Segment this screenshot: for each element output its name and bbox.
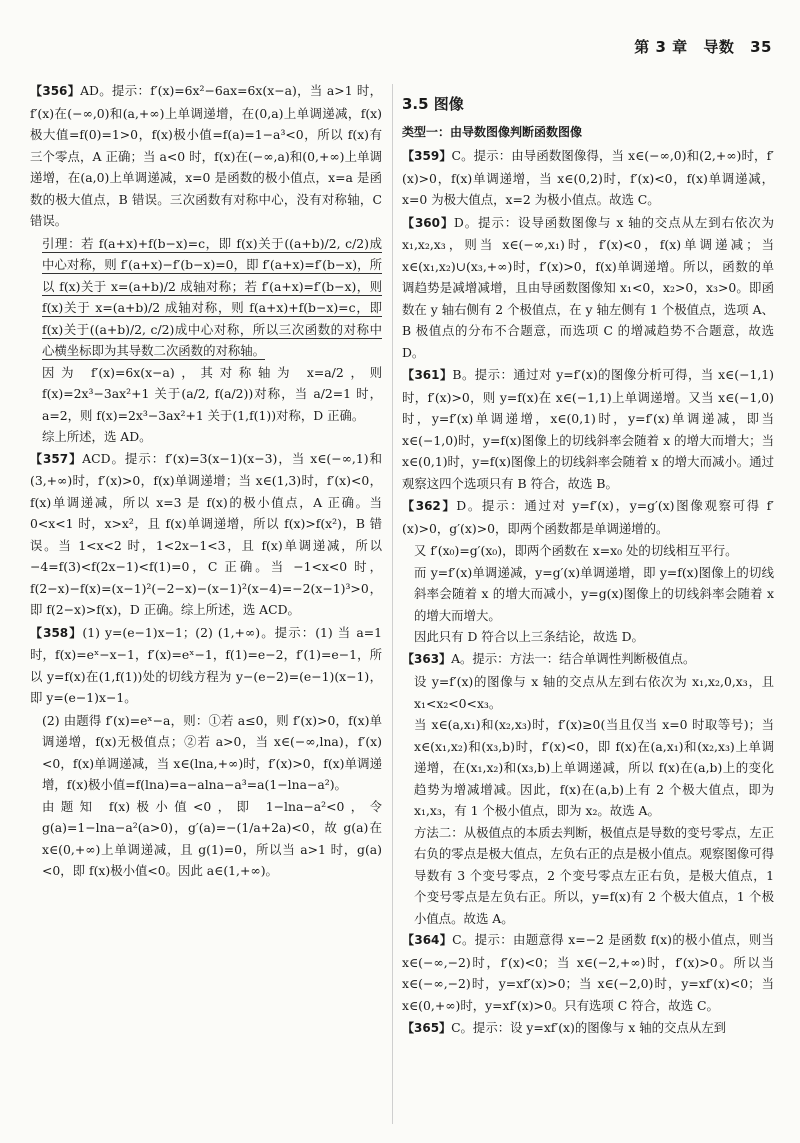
answer-text: A。提示：方法一：结合单调性判断极值点。 bbox=[451, 650, 696, 666]
answer-number: 【365】 bbox=[402, 1021, 452, 1035]
answer-number: 【362】 bbox=[402, 499, 457, 513]
answer-356 bbox=[30, 80, 382, 232]
answer-number: 【363】 bbox=[402, 651, 452, 666]
answer-paragraph: 由题知 f(x)极小值<0，即 1−lna−a²<0，令 g(a)=1−lna−a²(a>0)，g′(a)=−(1/a+2a)<0，故 g(a)在 x∈(0,+∞)上单调递减，且 g(1)=0，所以当 a>1 时，g(a)<0，即 f(x)极小值<0。因此 a∈(1,+∞)。 bbox=[42, 798, 382, 878]
section-title: 3.5 图像 bbox=[402, 95, 464, 113]
section-subtitle: 类型一：由导数图像判断函数图像 bbox=[402, 124, 583, 139]
answer-number: 【360】 bbox=[402, 215, 454, 230]
lemma-underlined: 引理：若 f(a+x)+f(b−x)=c，即 f(x)关于((a+b)/2, c/2)成中心对称，则 f′(a+x)−f′(b−x)=0，即 f′(a+x)=f′(b−x)，所以 f(x)关于 x=(a+b)/2 成轴对称；若 f′(a+x)=f′(b−x)，则 f(x)关于 x=(a+b)/2 成轴对称，则 f(a+x)+f(b−x)=c，即 f(x)关于((a+b)/2, c/2)成中心对称，所以三次函数的对称中心横坐标即为其导数二次函数的对称轴。 bbox=[42, 235, 382, 358]
answer-number: 【361】 bbox=[402, 368, 453, 382]
answer-paragraph: 因为 f′(x)=6x(x−a)，其对称轴为 x=a/2，则 f(x)=2x³−3ax²+1 关于(a/2, f(a/2))对称，当 a/2=1 时，a=2，则 f(x)=2x³−3ax²+1 关于(1,f(1))对称，D 正确。 bbox=[42, 364, 382, 423]
answer-paragraph: 设 y=f′(x)的图像与 x 轴的交点从左到右依次为 x₁,x₂,0,x₃，且 x₁<x₂<0<x₃。 bbox=[414, 674, 774, 711]
answer-text: B。提示：通过对 y=f′(x)的图像分析可得，当 x∈(−1,1)时，f′(x)>0，则 y=f(x)在 x∈(−1,1)上单调递增。又当 x∈(−1,0)时，y=f′(x)单调递增，x∈(0,1)时，y=f′(x)单调递减，即当 x∈(−1,0)时，y=f(x)图像上的切线斜率会随着 x 的增大而增大；当 x∈(0,1)时，y=f(x)图像上的切线斜率会随着 x 的增大而减小。通过观察这四个选项只有 B 符合，故选 B。 bbox=[402, 367, 774, 491]
answer-text: (1) y=(e−1)x−1；(2) (1,+∞)。提示：(1) 当 a=1 时，f(x)=eˣ−x−1，f′(x)=eˣ−1，f(1)=e−2，f′(1)=e−1，所以 y=f(x)在(1,f(1))处的切线方程为 y−(e−2)=(e−1)(x−1)，即 y=(e−1)x−1。 bbox=[30, 624, 382, 705]
answer-text: AD。提示：f′(x)=6x²−6ax=6x(x−a)，当 a>1 时，f′(x)在(−∞,0)和(a,+∞)上单调递增，在(0,a)上单调递减，f(x)极大值=f(0)=1>0，f(x)极小值=f(a)=1−a³<0，所以 f(x)有三个零点，A 正确；当 a<0 时，f(x)在(−∞,a)和(0,+∞)上单调递增，在(a,0)上单调递减，x=0 是函数的极小值点，x=a 是函数的极大值点，B 错误。三次函数有对称中心，没有对称轴，C 错误。 bbox=[30, 83, 382, 228]
answer-359 bbox=[402, 145, 774, 211]
answer-conclusion: 综上所述，选 AD。 bbox=[42, 429, 152, 444]
answer-number: 【356】 bbox=[30, 84, 81, 98]
lemma-text bbox=[30, 233, 382, 362]
answer-text: C。提示：由题意得 x=−2 是函数 f(x)的极小值点，则当 x∈(−∞,−2)时，f′(x)<0；当 x∈(−2,+∞)时，f′(x)>0。所以当 x∈(−∞,−2)时，y=xf′(x)>0；当 x∈(−2,0)时，y=xf′(x)<0；当 x∈(0,+∞)时，y=xf′(x)>0。只有选项 C 符合，故选 C。 bbox=[402, 932, 774, 1013]
answer-363 bbox=[402, 648, 774, 671]
answer-362 bbox=[402, 495, 774, 539]
answer-number: 【359】 bbox=[402, 149, 452, 163]
answer-357 bbox=[30, 448, 382, 621]
answer-number: 【357】 bbox=[30, 451, 83, 466]
chapter-title: 导数 bbox=[703, 38, 735, 56]
answer-text: C。提示：由导函数图像得，当 x∈(−∞,0)和(2,+∞)时，f′(x)>0，f(x)单调递增，当 x∈(0,2)时，f′(x)<0，f(x)单调递减，x=0 为极大值点，x=2 为极小值点。故选 C。 bbox=[402, 148, 774, 207]
page-number: 35 bbox=[750, 38, 772, 56]
answer-364 bbox=[402, 929, 774, 1016]
answer-paragraph: 方法二：从极值点的本质去判断，极值点是导数的变号零点，左正右负的零点是极大值点，左负右正的点是极小值点。观察图像可得导数有 3 个变号零点，2 个变号零点左正右负，是极大值点，1 个变号零点是左负右正。所以，y=f(x)有 2 个极大值点，1 个极小值点。故选 A。 bbox=[414, 824, 774, 926]
answer-365 bbox=[402, 1017, 774, 1040]
page-header bbox=[624, 36, 772, 57]
chapter-label: 第 3 章 bbox=[634, 38, 688, 56]
answer-text: D。提示：设导函数图像与 x 轴的交点从左到右依次为 x₁,x₂,x₃，则当 x∈(−∞,x₁)时，f′(x)<0，f(x)单调递减；当 x∈(x₁,x₂)∪(x₃,+∞)时，f′(x)>0，f(x)单调递增。所以，函数的单调趋势是减增减增，且由导函数图像知 x₁<0，x₂>0，x₃>0。即函数在 y 轴右侧有 2 个极值点，在 y 轴左侧有 1 个极值点，选项 A、B 极值点的分布不合题意，而选项 C 的增减趋势不合题意，故选 D。 bbox=[402, 214, 774, 360]
answer-360 bbox=[402, 212, 774, 364]
answer-text: D。提示：通过对 y=f′(x)，y=g′(x)图像观察可得 f′(x)>0，g′(x)>0，即两个函数都是单调递增的。 bbox=[402, 498, 774, 536]
left-column bbox=[30, 80, 382, 882]
answer-361 bbox=[402, 364, 774, 494]
answer-text: C。提示：设 y=xf′(x)的图像与 x 轴的交点从左到 bbox=[451, 1020, 727, 1035]
answer-conclusion: 因此只有 D 符合以上三条结论，故选 D。 bbox=[414, 629, 644, 644]
answer-number: 【364】 bbox=[402, 933, 453, 947]
answer-paragraph: 而 y=f′(x)单调递减，y=g′(x)单调递增，即 y=f(x)图像上的切线斜率会随着 x 的增大而减小，y=g(x)图像上的切线斜率会随着 x 的增大而增大。 bbox=[414, 564, 774, 623]
column-divider bbox=[392, 84, 393, 1124]
right-column bbox=[402, 80, 774, 1041]
answer-text: ACD。提示：f′(x)=3(x−1)(x−3)，当 x∈(−∞,1)和(3,+∞)时，f′(x)>0，f(x)单调递增；当 x∈(1,3)时，f′(x)<0，f(x)单调递减，所以 x=3 是 f(x)的极小值点，A 正确。当 0<x<1 时，x>x²，且 f(x)单调递增，所以 f(x)>f(x²)，B 错误。当 1<x<2 时，1<2x−1<3，且 f(x)单调递减，所以 −4=f(3)<f(2x−1)<f(1)=0，C 正确。当 −1<x<0 时，f(2−x)−f(x)=(x−1)²(−2−x)−(x−1)²(x−4)=−2(x−1)³>0，即 f(2−x)>f(x)，D 正确。综上所述，选 ACD。 bbox=[30, 450, 382, 617]
answer-paragraph: 又 f′(x₀)=g′(x₀)，即两个函数在 x=x₀ 处的切线相互平行。 bbox=[414, 543, 738, 558]
answer-paragraph: 当 x∈(a,x₁)和(x₂,x₃)时，f′(x)≥0(当且仅当 x=0 时取等号)；当 x∈(x₁,x₂)和(x₃,b)时，f′(x)<0，即 f(x)在(a,x₁)和(x₂,x₃)上单调递增，在(x₁,x₂)和(x₃,b)上单调递减，所以 f(x)在(a,b)上的变化趋势为增减增减。因此，f(x)在(a,b)上有 2 个极大值点，即为 x₁,x₃，有 1 个极小值点，即为 x₂。故选 A。 bbox=[414, 717, 774, 818]
answer-358 bbox=[30, 622, 382, 709]
answer-number: 【358】 bbox=[30, 625, 83, 640]
answer-paragraph: (2) 由题得 f′(x)=eˣ−a，则：①若 a≤0，则 f′(x)>0，f(x)单调递增，f(x)无极值点；②若 a>0，当 x∈(−∞,lna)，f′(x)<0，f(x)单调递减，当 x∈(lna,+∞)时，f′(x)>0，f(x)单调递增，f(x)极小值=f(lna)=a−alna−a³=a(1−lna−a²)。 bbox=[42, 712, 382, 792]
